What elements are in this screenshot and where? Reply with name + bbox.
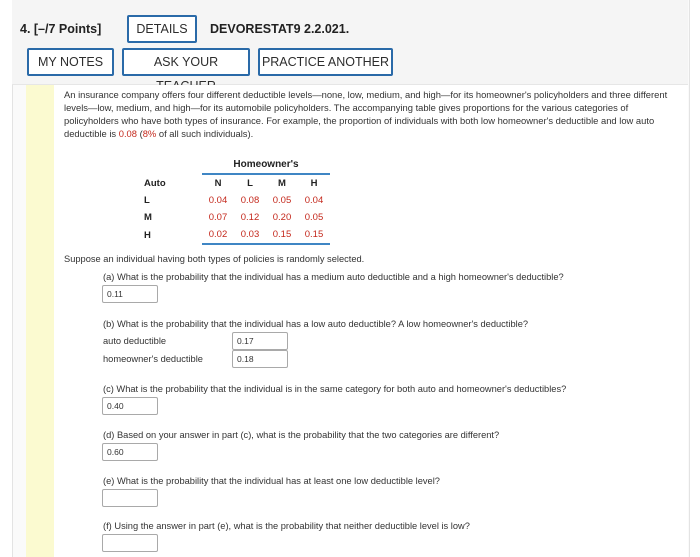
question-sidebar — [26, 85, 54, 557]
table-cell: 0.15 — [298, 226, 330, 244]
question-number: 4. [–/7 Points] — [20, 22, 102, 36]
setup-text: Suppose an individual having both types of policies is randomly selected. — [64, 254, 365, 264]
table-cell: 0.04 — [304, 195, 324, 206]
table-cell: 0.15 — [266, 226, 298, 244]
intro-text-2: ( — [136, 128, 143, 140]
auto-header: Auto — [144, 177, 166, 189]
probability-table — [140, 156, 330, 245]
table-cell: 0.05 — [304, 212, 324, 223]
table-row — [140, 226, 330, 244]
part-b-home-label: homeowner's deductible — [103, 354, 203, 364]
part-b-question: (b) What is the probability that the individual has a low auto deductible? A low homeowner's deductible? — [103, 319, 529, 329]
highlight-value: 0.08 — [118, 128, 137, 140]
table-cell: 0.02 — [202, 226, 234, 244]
part-c-question: (c) What is the probability that the individual is in the same category for both auto and homeowner's deductibles? — [103, 384, 567, 394]
part-e-question: (e) What is the probability that the individual has at least one low deductible level? — [103, 476, 440, 486]
column-header: H — [310, 178, 318, 189]
intro-text: An insurance company offers four different deductible levels—none, low, medium, and high—for its homeowner's policyholders and three different levels—low, medium, and high—for its automobile policyholders. The accompanying table gives proportions for the various categories of policyholders who have both types of insurance. For example, the proportion of individuals with both low homeowner's deductible and low auto deductible is — [64, 89, 668, 140]
column-header: L — [247, 178, 253, 189]
part-b-auto-label: auto deductible — [103, 336, 167, 346]
highlight-percent: 8% — [142, 128, 157, 140]
table-cell: 0.07 — [208, 212, 228, 223]
row-header: M — [144, 212, 152, 223]
column-header: M — [278, 178, 286, 189]
table-cell: 0.03 — [234, 226, 266, 244]
part-c-answer-input[interactable]: 0.40 — [102, 397, 158, 415]
problem-statement — [64, 88, 678, 140]
my-notes-button[interactable]: MY NOTES — [27, 48, 114, 76]
table-cell: 0.08 — [240, 195, 260, 206]
row-header: H — [144, 229, 151, 241]
part-d-answer-input[interactable]: 0.60 — [102, 443, 158, 461]
part-d-question: (d) Based on your answer in part (c), what is the probability that the two categories are different? — [103, 430, 500, 440]
question-code: DEVORESTAT9 2.2.021. — [210, 22, 350, 36]
part-a-answer-input[interactable]: 0.11 — [102, 285, 158, 303]
part-f-answer-input[interactable] — [102, 534, 158, 552]
column-header: N — [214, 178, 222, 189]
practice-another-button[interactable]: PRACTICE ANOTHER — [258, 48, 393, 76]
intro-text-3: of all such individuals). — [156, 128, 254, 140]
table-cell: 0.20 — [272, 212, 292, 223]
part-b-auto-answer-input[interactable]: 0.17 — [232, 332, 288, 350]
table-cell: 0.04 — [208, 195, 228, 206]
table-cell: 0.12 — [240, 212, 260, 223]
row-header: L — [144, 195, 150, 206]
part-f-question: (f) Using the answer in part (e), what is the probability that neither deductible level is low? — [103, 521, 470, 531]
table-cell: 0.05 — [272, 195, 292, 206]
table-row — [140, 192, 330, 209]
part-e-answer-input[interactable] — [102, 489, 158, 507]
part-a-question: (a) What is the probability that the individual has a medium auto deductible and a high homeowner's deductible? — [103, 272, 564, 282]
homeowners-header: Homeowner's — [202, 156, 330, 174]
ask-teacher-button[interactable]: ASK YOUR — [122, 48, 250, 76]
table-row — [140, 209, 330, 226]
part-b-home-answer-input[interactable]: 0.18 — [232, 350, 288, 368]
details-button[interactable]: DETAILS — [127, 15, 197, 43]
